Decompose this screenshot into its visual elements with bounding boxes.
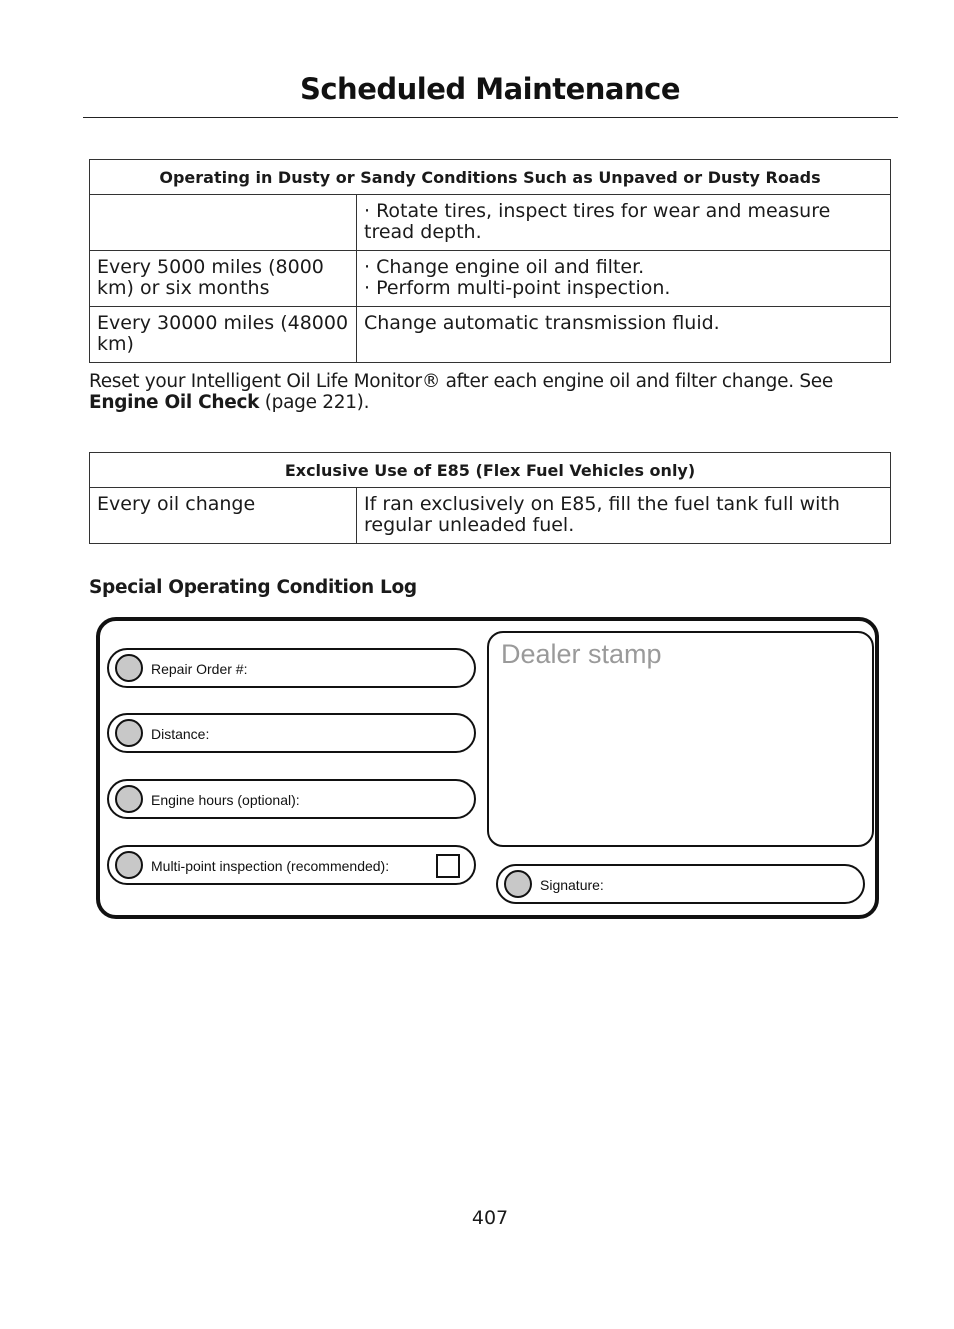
note-text: Reset your Intelligent Oil Life Monitor® after each engine oil and filter change. See <box>89 371 833 392</box>
table-row <box>90 488 891 544</box>
signature-label: Signature: <box>540 877 604 893</box>
note-suffix: (page 221). <box>259 392 370 413</box>
table-heading: Exclusive Use of E85 (Flex Fuel Vehicles only) <box>90 453 891 488</box>
title-divider <box>83 117 898 118</box>
circle-icon <box>504 870 532 898</box>
interval-cell: Every 30000 miles (48000 km) <box>90 307 357 363</box>
table-row <box>90 251 891 307</box>
dusty-conditions-table <box>89 159 891 363</box>
multipoint-inspection-field <box>107 845 476 885</box>
table-row <box>90 195 891 251</box>
circle-icon <box>115 719 143 747</box>
distance-label: Distance: <box>151 726 210 742</box>
oil-monitor-note <box>89 371 899 413</box>
engine-hours-label: Engine hours (optional): <box>151 792 300 808</box>
task-line: · Change engine oil and filter. <box>364 256 645 278</box>
task-line: If ran exclusively on E85, fill the fuel tank full with regular unleaded fuel. <box>364 493 840 536</box>
task-cell <box>357 307 891 363</box>
repair-order-label: Repair Order #: <box>151 661 248 677</box>
task-cell <box>357 251 891 307</box>
signature-field[interactable] <box>496 864 865 904</box>
e85-table <box>89 452 891 544</box>
interval-cell <box>90 195 357 251</box>
distance-field[interactable] <box>107 713 476 753</box>
circle-icon <box>115 851 143 879</box>
multipoint-checkbox[interactable] <box>436 854 460 878</box>
table-header-row <box>90 160 891 195</box>
table-header-row <box>90 453 891 488</box>
engine-oil-check-link[interactable]: Engine Oil Check <box>89 392 260 413</box>
table-heading: Operating in Dusty or Sandy Conditions Such as Unpaved or Dusty Roads <box>90 160 891 195</box>
dealer-stamp-area <box>487 631 874 847</box>
task-line: · Rotate tires, inspect tires for wear and measure tread depth. <box>364 200 831 243</box>
interval-cell: Every 5000 miles (8000 km) or six months <box>90 251 357 307</box>
multipoint-inspection-label: Multi-point inspection (recommended): <box>151 858 390 874</box>
dealer-stamp-label: Dealer stamp <box>501 639 662 669</box>
task-line: Change automatic transmission fluid. <box>364 312 720 334</box>
engine-hours-field[interactable] <box>107 779 476 819</box>
task-line: · Perform multi-point inspection. <box>364 277 671 299</box>
repair-order-field[interactable] <box>107 648 476 688</box>
table-row <box>90 307 891 363</box>
page-title: Scheduled Maintenance <box>299 72 681 106</box>
circle-icon <box>115 654 143 682</box>
interval-cell: Every oil change <box>90 488 357 544</box>
page-number: 407 <box>471 1207 509 1229</box>
task-cell <box>357 195 891 251</box>
log-heading: Special Operating Condition Log <box>89 577 417 598</box>
task-cell <box>357 488 891 544</box>
circle-icon <box>115 785 143 813</box>
